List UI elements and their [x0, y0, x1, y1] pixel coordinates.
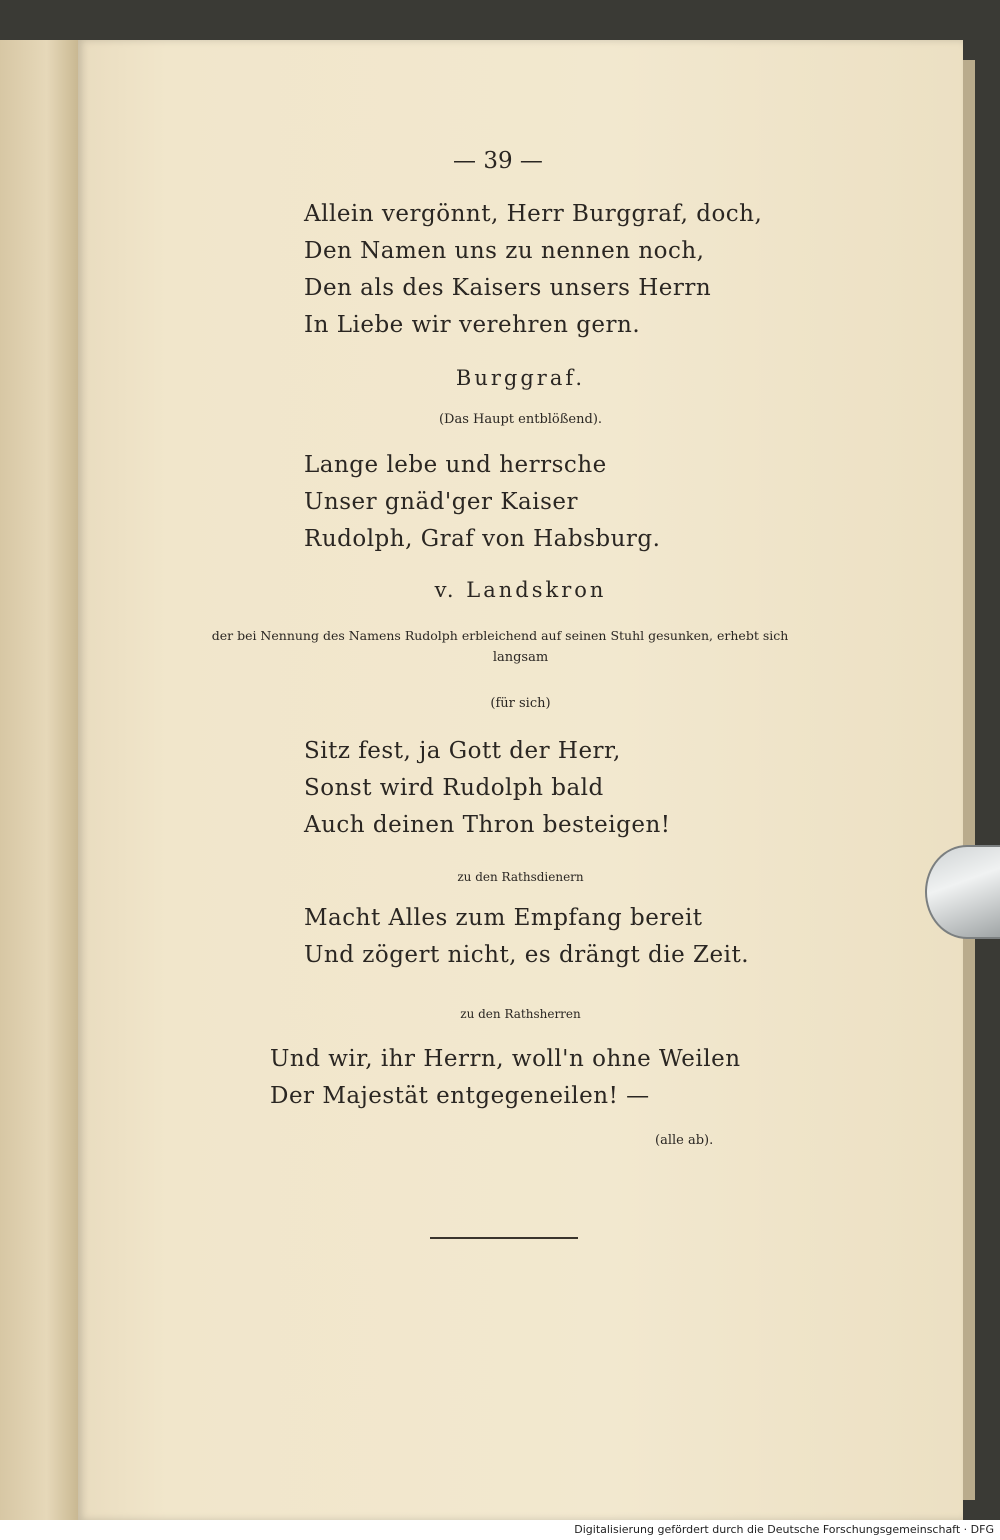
page-clip-tab	[925, 845, 1000, 939]
speaker-landskron: v. Landskron	[434, 578, 607, 602]
verse-line: Und wir, ihr Herrn, woll'n ohne Weilen	[270, 1046, 741, 1072]
verse-line: In Liebe wir verehren gern.	[304, 312, 641, 338]
verse-line: Unser gnäd'ger Kaiser	[304, 489, 579, 515]
verse-line: Sitz fest, ja Gott der Herr,	[304, 738, 621, 764]
digitization-credit: Digitalisierung gefördert durch die Deutsche Forschungsgemeinschaft · DFG	[574, 1523, 994, 1536]
verse-line: Den als des Kaisers unsers Herrn	[304, 275, 712, 301]
verse-line: Lange lebe und herrsche	[304, 452, 607, 478]
stage-direction: zu den Rathsherren	[460, 1007, 581, 1021]
stanza-2	[304, 447, 660, 558]
verse-line: Und zögert nicht, es drängt die Zeit.	[304, 942, 750, 968]
speaker-burggraf: Burggraf.	[455, 366, 586, 390]
stanza-4	[304, 900, 749, 974]
page-number: — 39 —	[453, 148, 543, 174]
verse-line: Rudolph, Graf von Habsburg.	[304, 526, 661, 552]
end-rule	[430, 1237, 578, 1239]
verse-line: Den Namen uns zu nennen noch,	[304, 238, 705, 264]
stage-direction: langsam	[492, 650, 549, 665]
stage-direction: (für sich)	[490, 696, 551, 711]
left-page-edge	[0, 40, 78, 1520]
verse-line: Auch deinen Thron besteigen!	[304, 812, 671, 838]
verse-line: Macht Alles zum Empfang bereit	[304, 905, 703, 931]
stanza-1	[304, 196, 762, 344]
stage-direction: (alle ab).	[655, 1133, 714, 1148]
stage-direction: zu den Rathsdienern	[457, 870, 584, 884]
verse-line: Sonst wird Rudolph bald	[304, 775, 604, 801]
verse-line: Allein vergönnt, Herr Burggraf, doch,	[304, 201, 763, 227]
stage-direction: (Das Haupt entblößend).	[438, 412, 603, 427]
verse-line: Der Majestät entgegeneilen! —	[270, 1083, 650, 1109]
stage-direction: der bei Nennung des Namens Rudolph erbleichend auf seinen Stuhl gesunken, erhebt sich	[211, 628, 789, 643]
stanza-3	[304, 733, 671, 844]
stanza-5	[270, 1041, 741, 1115]
